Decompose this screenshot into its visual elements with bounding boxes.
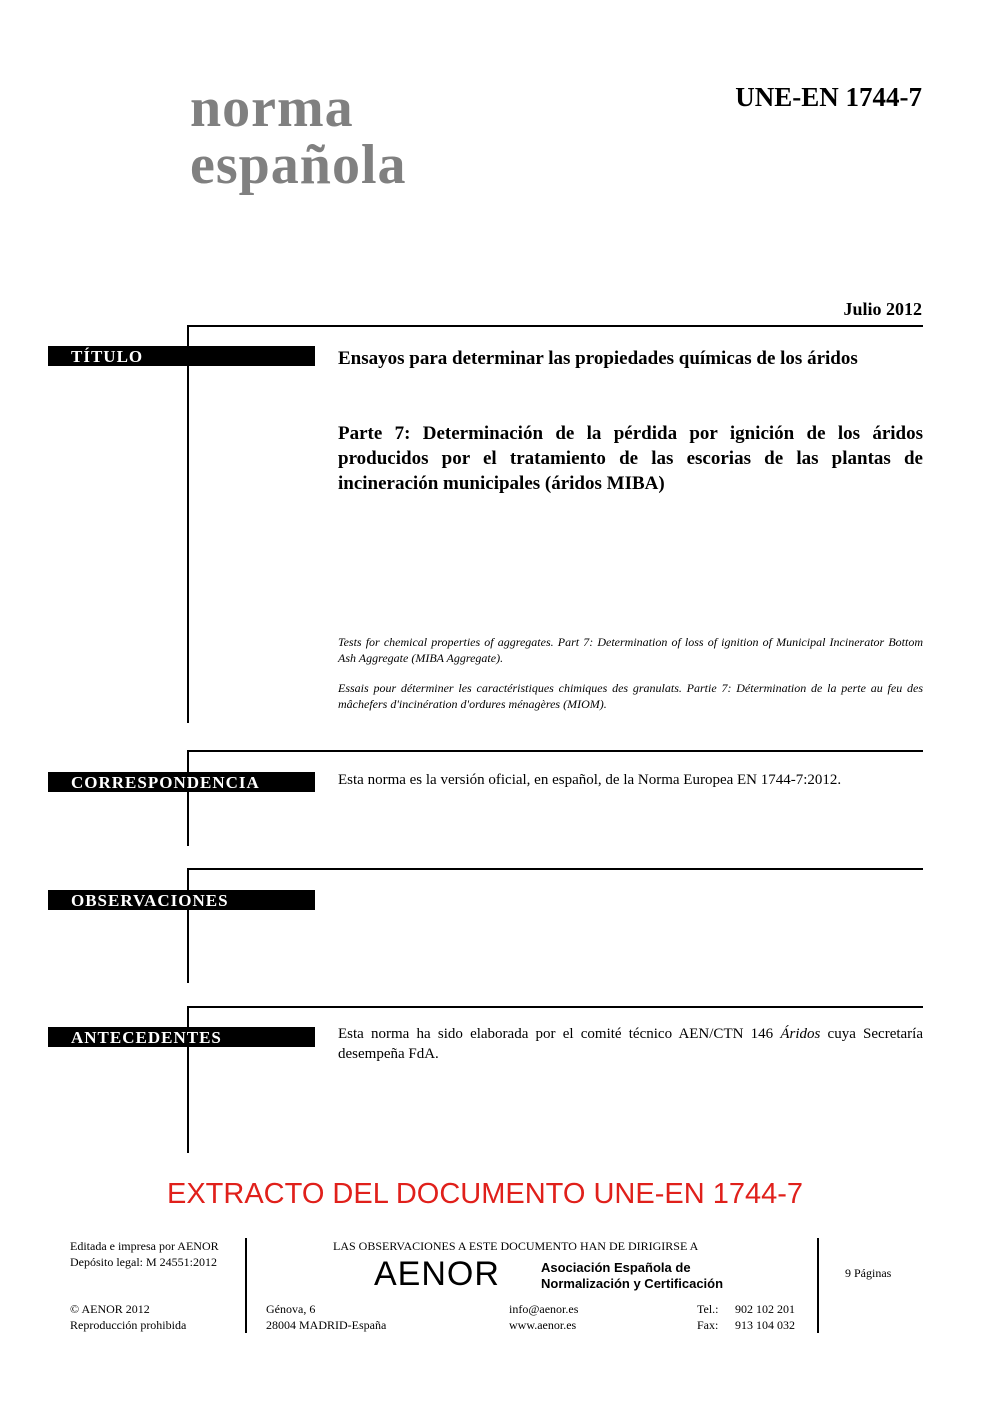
title-spanish-part: Parte 7: Determinación de la pérdida por ignición de los áridos producidos por el tratamiento de las escorias de las plantas de incineración municipales (áridos MIBA) [338, 423, 923, 494]
publication-date: Julio 2012 [843, 299, 922, 319]
correspondencia-text: Esta norma es la versión oficial, en español, de la Norma Europea EN 1744-7:2012. [338, 772, 842, 788]
footer-publisher [70, 1238, 219, 1270]
contact-website: www.aenor.es [509, 1318, 577, 1332]
section-divider-correspondencia [188, 750, 923, 752]
tel-label: Tel.: [697, 1302, 719, 1316]
section-divider-titulo [188, 325, 923, 327]
antecedentes-text-end: cuya Secretaría desempeña FdA. [338, 1026, 923, 1062]
title-english: Tests for chemical properties of aggregates. Part 7: Determination of loss of ignition of Municipal Incinerator Bottom Ash Aggregate (MIBA Aggregate). [338, 635, 923, 665]
contact-labels [697, 1301, 719, 1333]
legal-deposit: Depósito legal: M 24551:2012 [70, 1255, 217, 1269]
contact-email: info@aenor.es [509, 1302, 579, 1316]
section-label-antecedentes: ANTECEDENTES [48, 1027, 315, 1047]
section-divider-antecedentes [188, 1006, 923, 1008]
section-rule-correspondencia [187, 750, 189, 846]
brand-line-2: española [190, 134, 407, 196]
antecedentes-text-start: Esta norma ha sido elaborada por el comité técnico AEN/CTN 146 [338, 1026, 781, 1042]
fax-label: Fax: [697, 1318, 719, 1332]
antecedentes-text [338, 1024, 923, 1064]
section-rule-observaciones [187, 868, 189, 983]
tel-number: 902 102 201 [735, 1302, 795, 1316]
aenor-logo: AENOR [374, 1255, 500, 1293]
brand-title [190, 77, 407, 196]
contact-numbers [735, 1301, 795, 1333]
section-divider-observaciones [188, 868, 923, 870]
section-label-titulo: TÍTULO [48, 346, 315, 366]
reproduction-notice: Reproducción prohibida [70, 1318, 187, 1332]
address [266, 1301, 386, 1333]
aenor-full-name [541, 1260, 723, 1292]
title-spanish-main: Ensayos para determinar las propiedades químicas de los áridos [338, 348, 858, 369]
footer-copyright [70, 1301, 186, 1333]
footer-divider-left [245, 1238, 247, 1333]
committee-name: Áridos [780, 1026, 821, 1042]
footer-divider-right [817, 1238, 819, 1333]
observations-notice: LAS OBSERVACIONES A ESTE DOCUMENTO HAN DE DIRIGIRSE A [333, 1239, 699, 1253]
org-name-line-1: Asociación Española de [541, 1260, 691, 1275]
title-french: Essais pour déterminer les caractéristiques chimiques des granulats. Partie 7: Détermination de la perte au feu des mâchefers d'incinération d'ordures ménagères (MIOM). [338, 681, 923, 711]
brand-line-1: norma [190, 77, 354, 139]
contact-online [509, 1301, 578, 1333]
extract-notice: EXTRACTO DEL DOCUMENTO UNE-EN 1744-7 [167, 1178, 803, 1210]
section-rule-titulo [187, 325, 189, 723]
section-label-correspondencia: CORRESPONDENCIA [48, 772, 315, 792]
section-label-observaciones: OBSERVACIONES [48, 890, 315, 910]
copyright-notice: © AENOR 2012 [70, 1302, 150, 1316]
edited-by: Editada e impresa por AENOR [70, 1239, 219, 1253]
page-count: 9 Páginas [845, 1266, 892, 1280]
address-street: Génova, 6 [266, 1302, 316, 1316]
address-city: 28004 MADRID-España [266, 1318, 387, 1332]
org-name-line-2: Normalización y Certificación [541, 1276, 724, 1291]
fax-number: 913 104 032 [735, 1318, 795, 1332]
standard-code: UNE-EN 1744-7 [735, 82, 922, 112]
